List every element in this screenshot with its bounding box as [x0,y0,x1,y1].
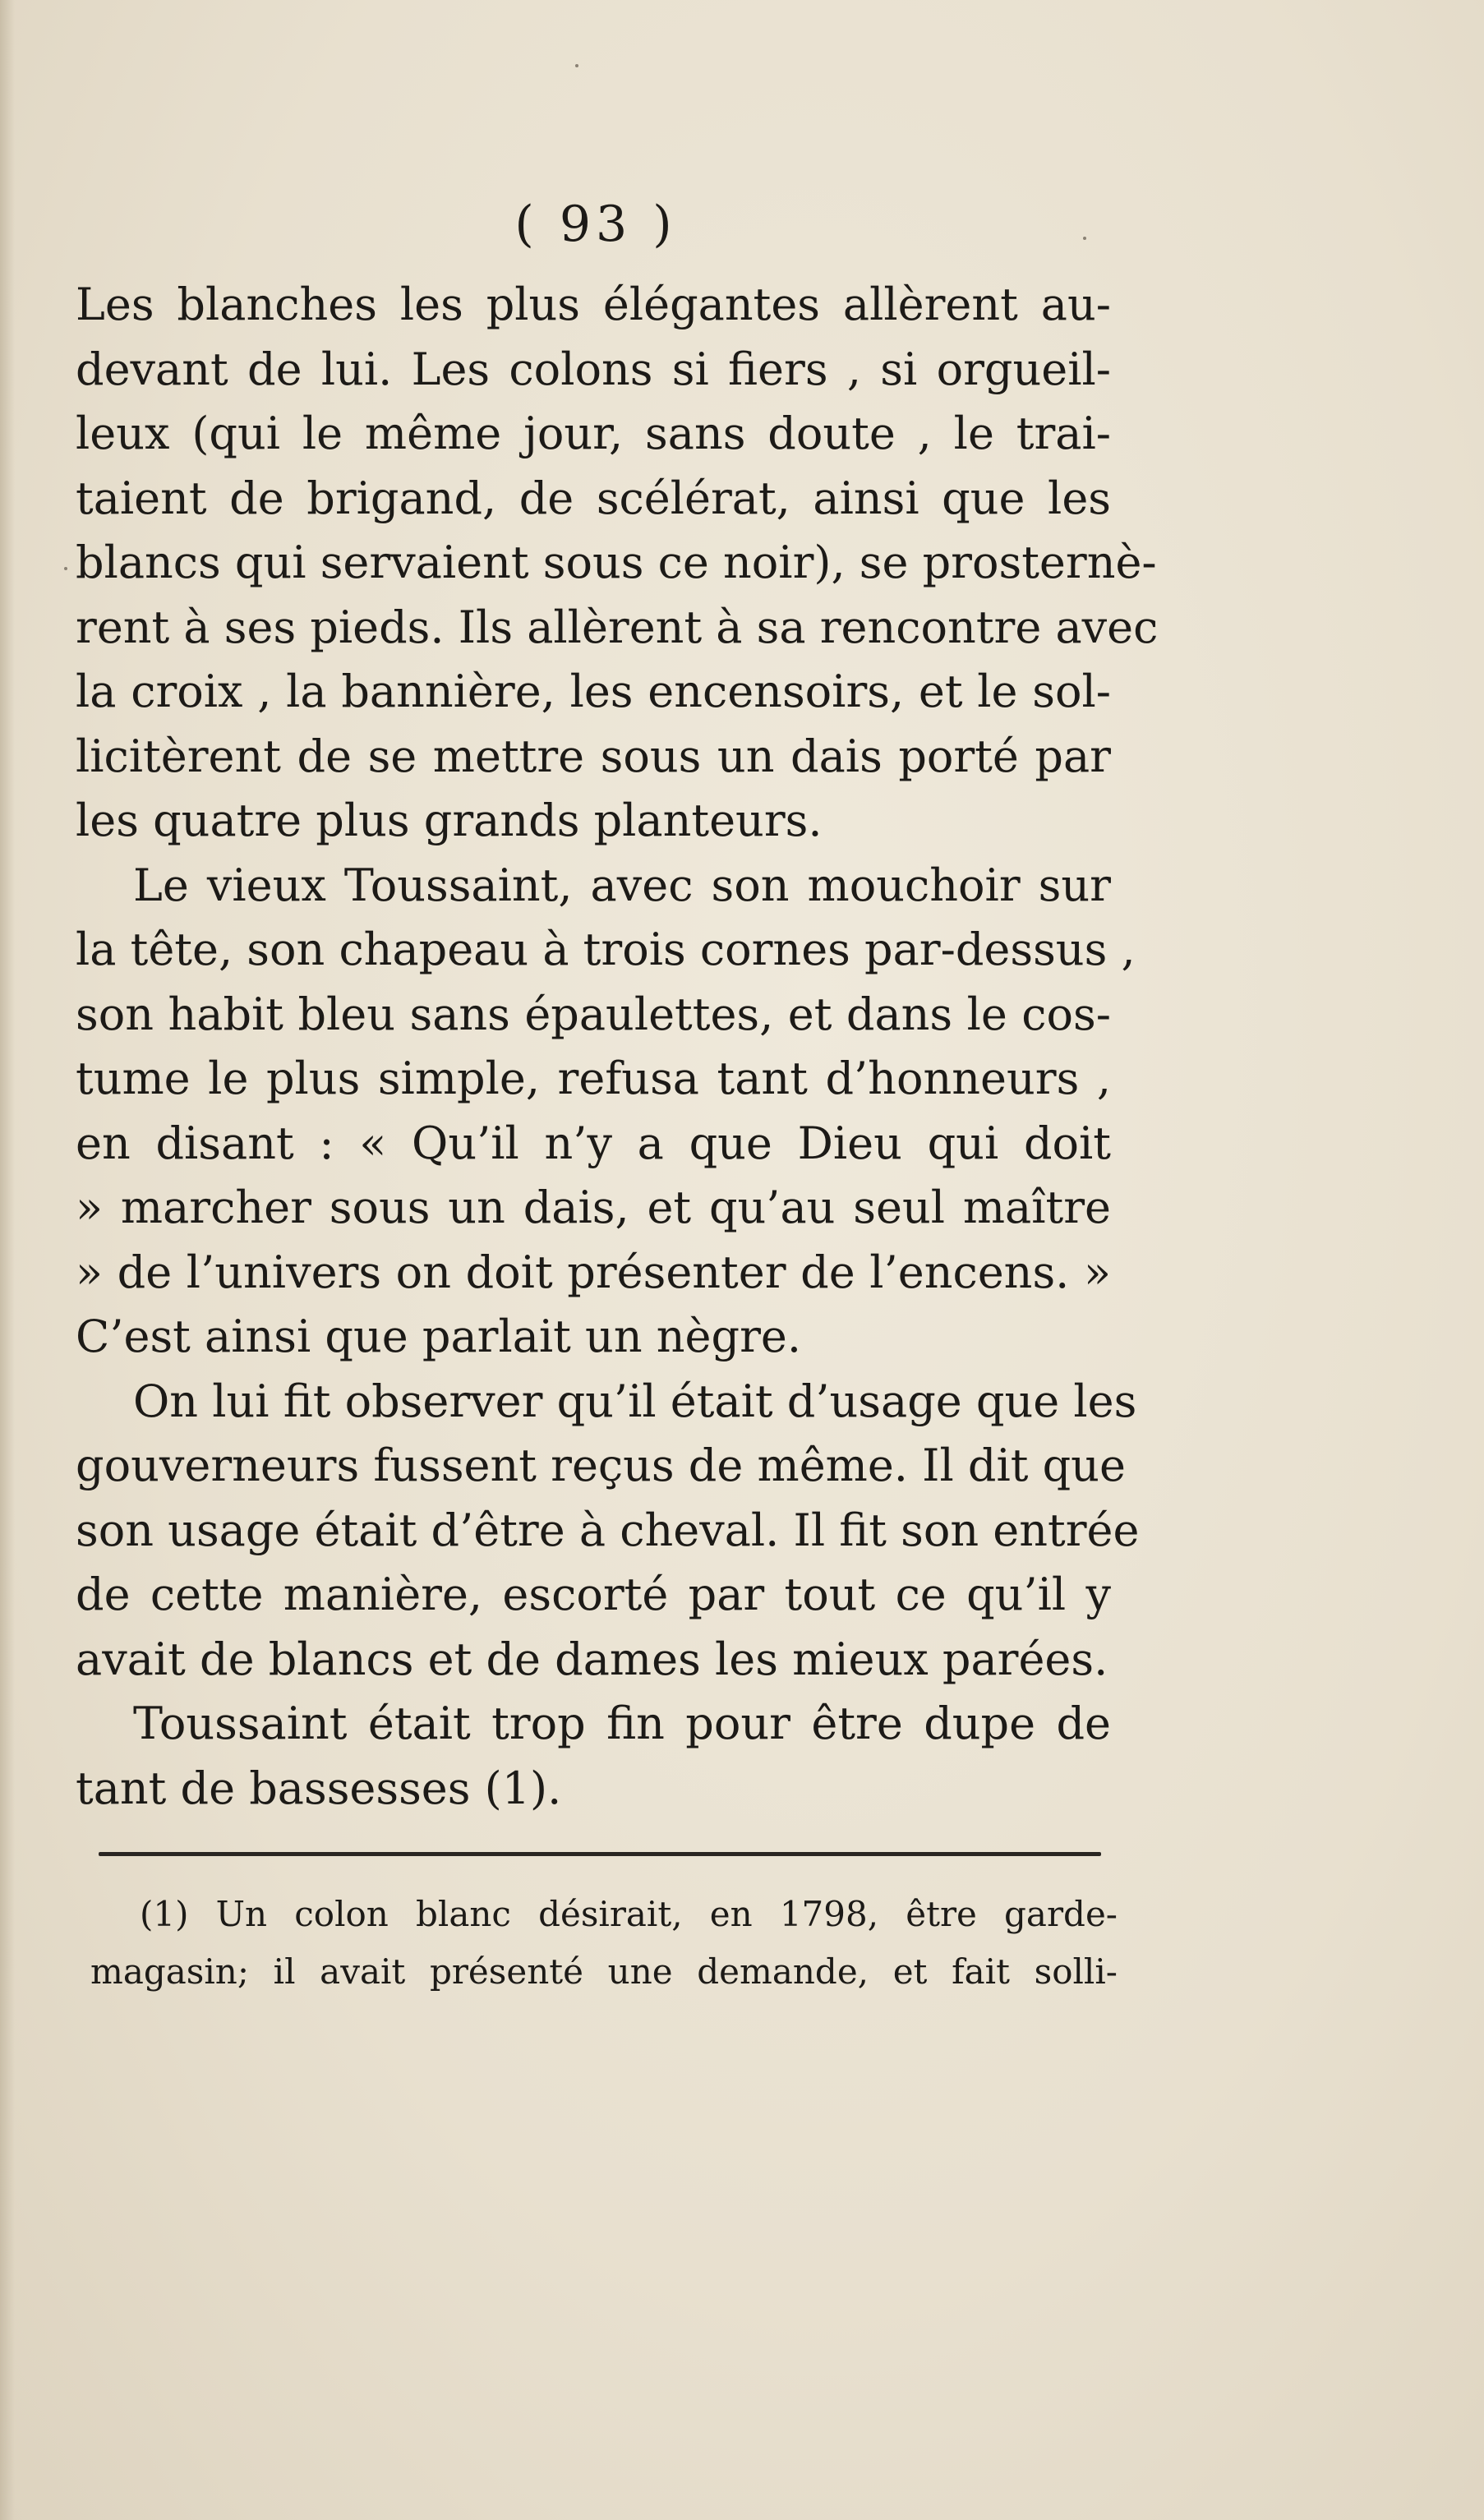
text-line: la croix , la bannière, les encensoirs, et le sol- [76,666,1111,717]
paragraph-start-line: On lui fit observer qu’il était d’usage que les [133,1375,1137,1427]
text-line: de cette manière, escorté par tout ce qu’il y [76,1569,1111,1620]
text-line: en disant : « Qu’il n’y a que Dieu qui doit [76,1117,1111,1169]
text-line: tume le plus simple, refusa tant d’honneurs , [76,1053,1111,1104]
text-line: son habit bleu sans épaulettes, et dans le cos- [76,988,1111,1040]
paragraph-end-line: tant de bassesses (1). [76,1762,562,1814]
text-line: rent à ses pieds. Ils allèrent à sa rencontre avec [76,601,1159,653]
main-text [76,273,1159,1821]
text-line: blancs qui servaient sous ce noir), se prosternè- [76,537,1157,588]
text-line: Les blanches les plus élégantes allèrent au- [76,279,1111,330]
text-line: devant de lui. Les colons si fiers , si orgueil- [76,343,1111,395]
text-line: leux (qui le même jour, sans doute , le trai- [76,408,1111,459]
paper-speck [64,567,67,570]
paragraph-start-line: Toussaint était trop fin pour être dupe de [133,1698,1111,1749]
text-line: » de l’univers on doit présenter de l’encens. » [76,1246,1111,1298]
text-line: gouverneurs fussent reçus de même. Il dit que [76,1440,1126,1491]
footnote-line: magasin; il avait présenté une demande, et fait solli- [90,1951,1118,1992]
footnote [90,1886,1118,2001]
footnote-divider [99,1852,1101,1856]
page-edge-shadow [0,0,15,2520]
text-line: la tête, son chapeau à trois cornes par-dessus , [76,924,1136,975]
paragraph-end-line: avait de blancs et de dames les mieux parées. [76,1633,1108,1685]
paragraph-end-line: C’est ainsi que parlait un nègre. [76,1311,802,1362]
text-line: licitèrent de se mettre sous un dais porté par [76,730,1111,782]
text-line: son usage était d’être à cheval. Il fit son entrée [76,1504,1140,1556]
paper-speck [575,64,578,67]
paragraph-end-line: les quatre plus grands planteurs. [76,795,823,846]
page-number: ( 93 ) [514,196,677,253]
text-line: taient de brigand, de scélérat, ainsi que les [76,472,1111,524]
text-line: » marcher sous un dais, et qu’au seul maître [76,1182,1111,1233]
footnote-line: (1) Un colon blanc désirait, en 1798, être garde- [140,1894,1118,1934]
paragraph-start-line: Le vieux Toussaint, avec son mouchoir sur [133,859,1111,911]
